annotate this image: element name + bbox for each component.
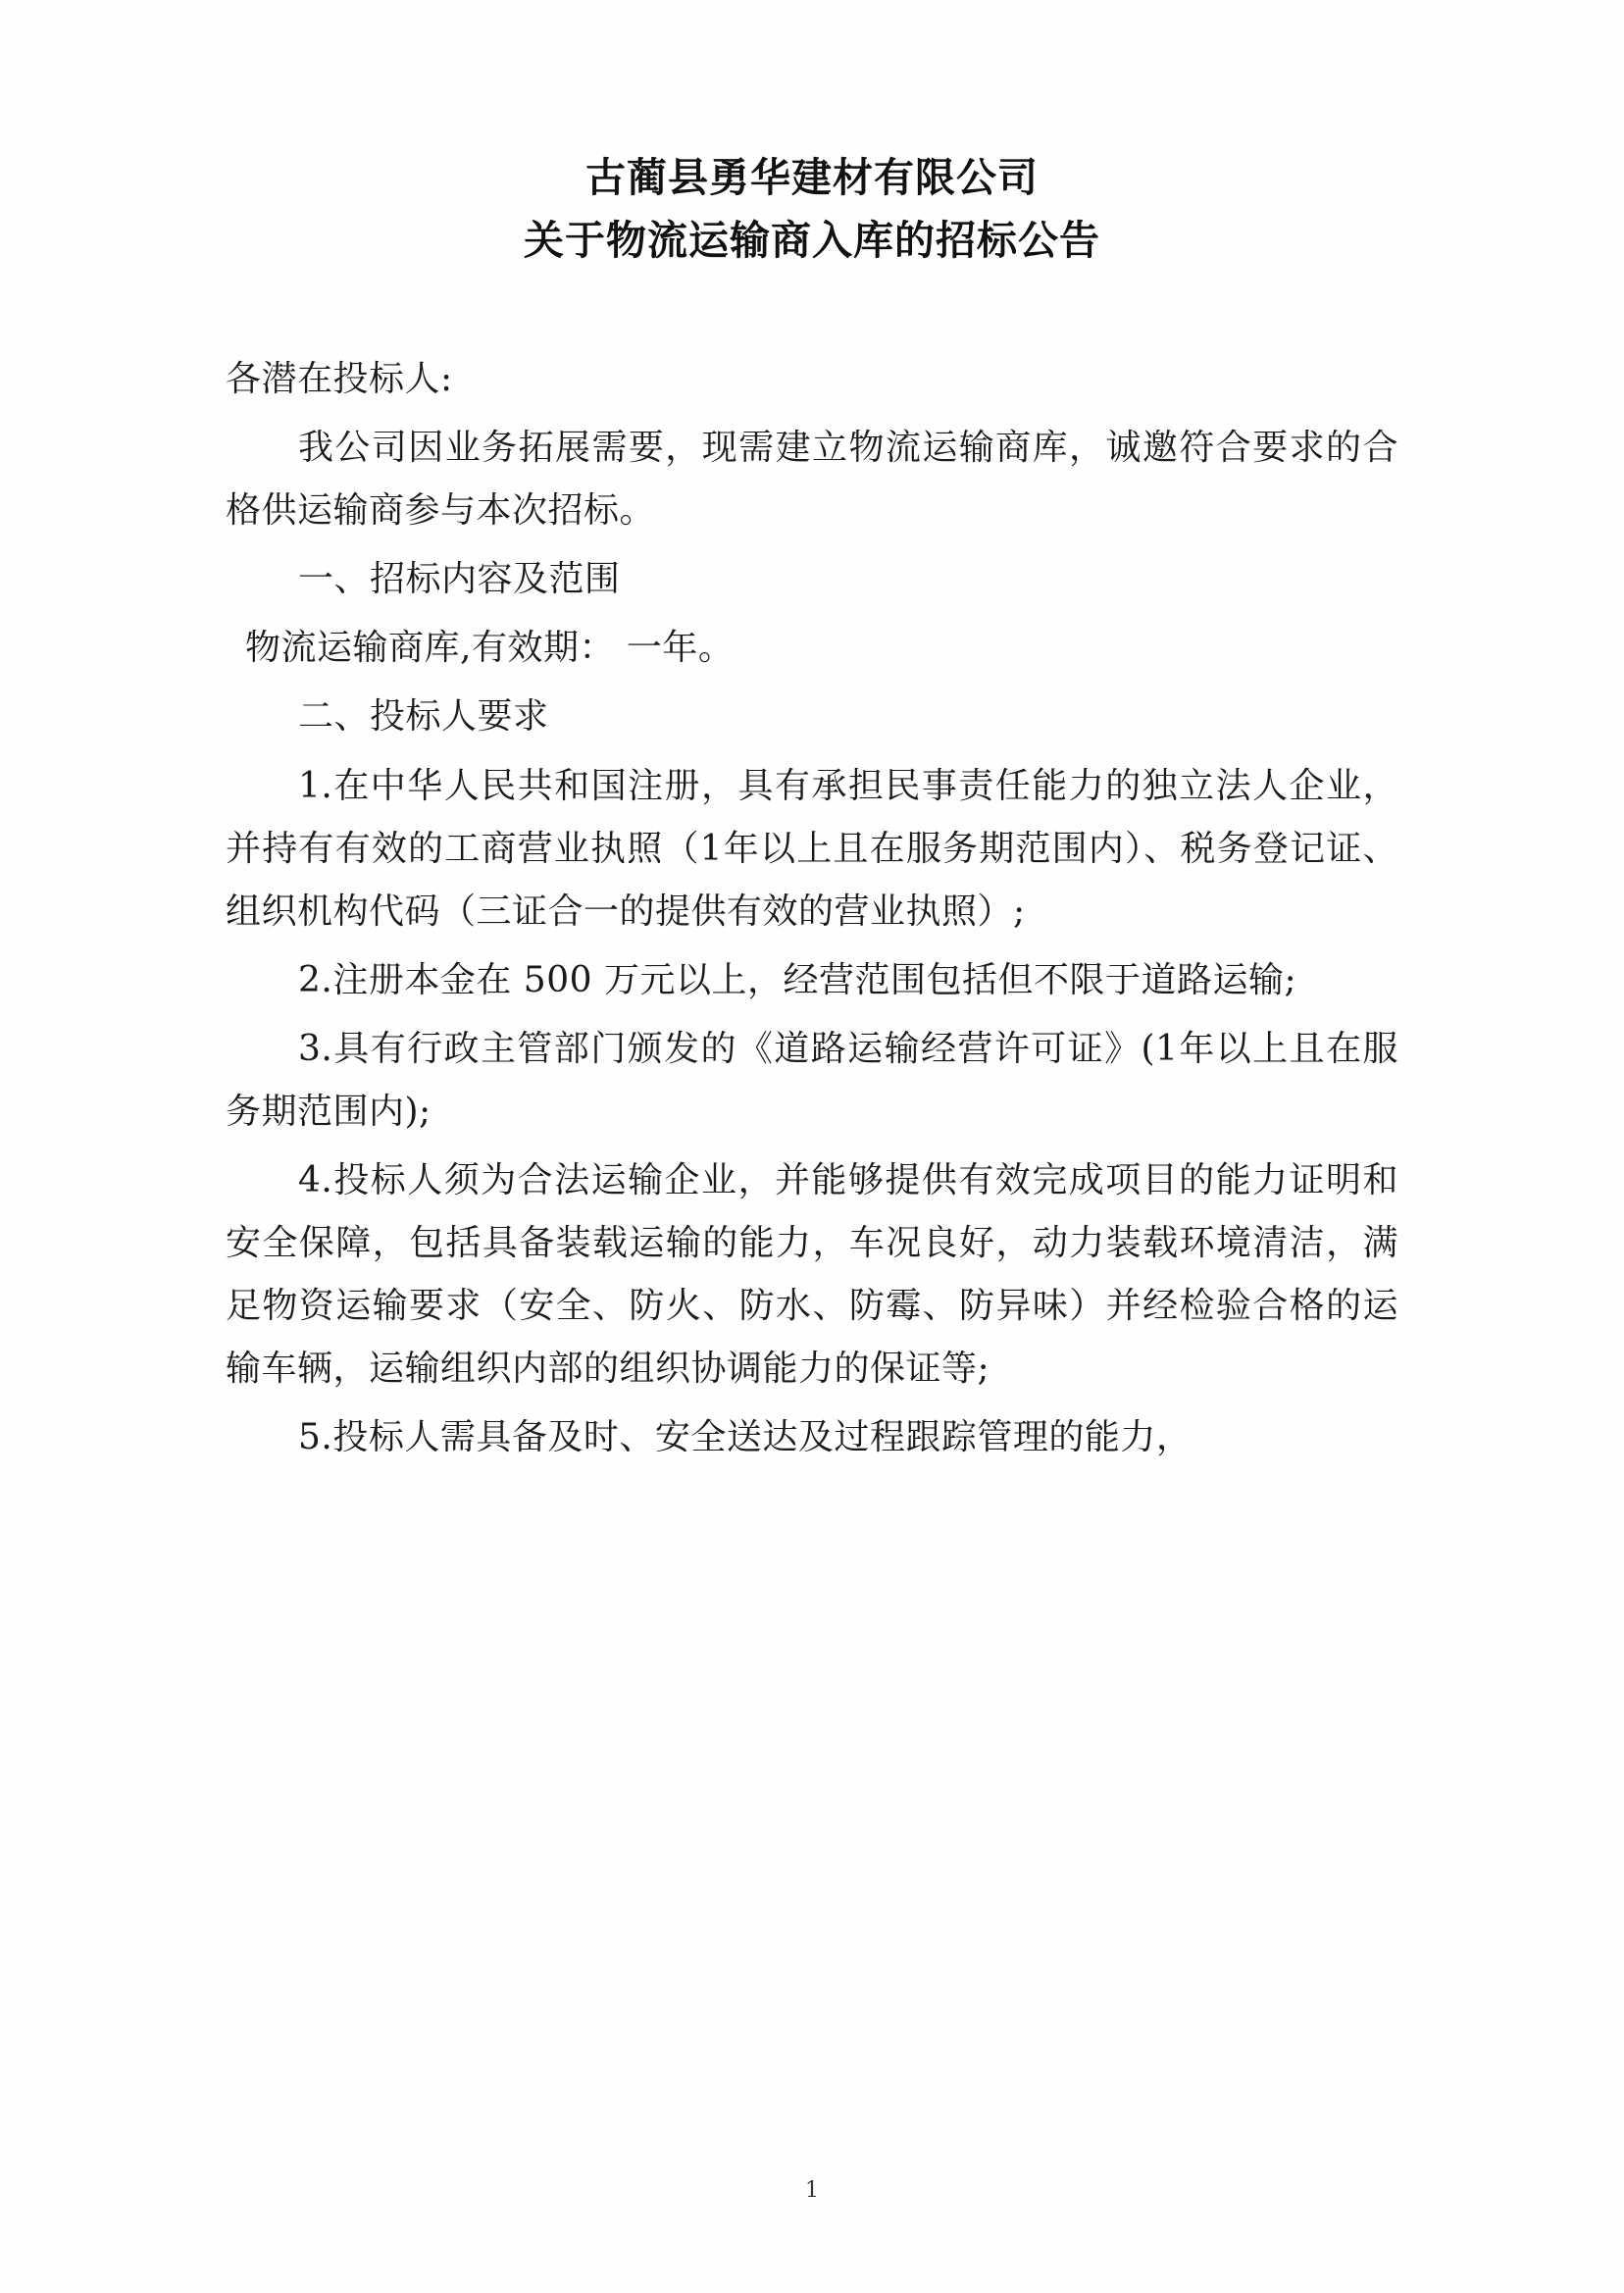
page-title xyxy=(226,147,1398,272)
list-item-1: 1.在中华人民共和国注册，具有承担民事责任能力的独立法人企业，并持有有效的工商营业执照（1年以上且在服务期范围内）、税务登记证、组织机构代码（三证合一的提供有效的营业执照）; xyxy=(226,765,1398,932)
document-body xyxy=(226,348,1398,1469)
paragraph-intro: 我公司因业务拓展需要，现需建立物流运输商库，诚邀符合要求的合格供运输商参与本次招标。 xyxy=(226,428,1398,532)
heading-section-1: 一、招标内容及范围 xyxy=(298,559,621,600)
list-item-2: 2.注册本金在 500 万元以上，经营范围包括但不限于道路运输; xyxy=(298,959,1297,1000)
title-line-2: 关于物流运输商入库的招标公告 xyxy=(524,216,1100,264)
paragraph-salutation: 各潜在投标人: xyxy=(226,359,453,400)
title-line-1: 古蔺县勇华建材有限公司 xyxy=(585,154,1039,201)
list-item-3: 3.具有行政主管部门颁发的《道路运输经营许可证》(1年以上且在服务期范围内); xyxy=(226,1028,1398,1132)
paragraph-section-1-content: 物流运输商库,有效期： 一年。 xyxy=(245,628,735,669)
heading-section-2: 二、投标人要求 xyxy=(298,696,549,738)
list-item-5: 5.投标人需具备及时、安全送达及过程跟踪管理的能力， xyxy=(298,1417,1193,1458)
list-item-4: 4.投标人须为合法运输企业，并能够提供有效完成项目的能力证明和安全保障，包括具备装载运输的能力，车况良好，动力装载环境清洁，满足物资运输要求（安全、防火、防水、防霉、防异味）并经检验合格的运输车辆，运输组织内部的组织协调能力的保证等; xyxy=(226,1160,1398,1390)
page-number: 1 xyxy=(805,2178,819,2203)
